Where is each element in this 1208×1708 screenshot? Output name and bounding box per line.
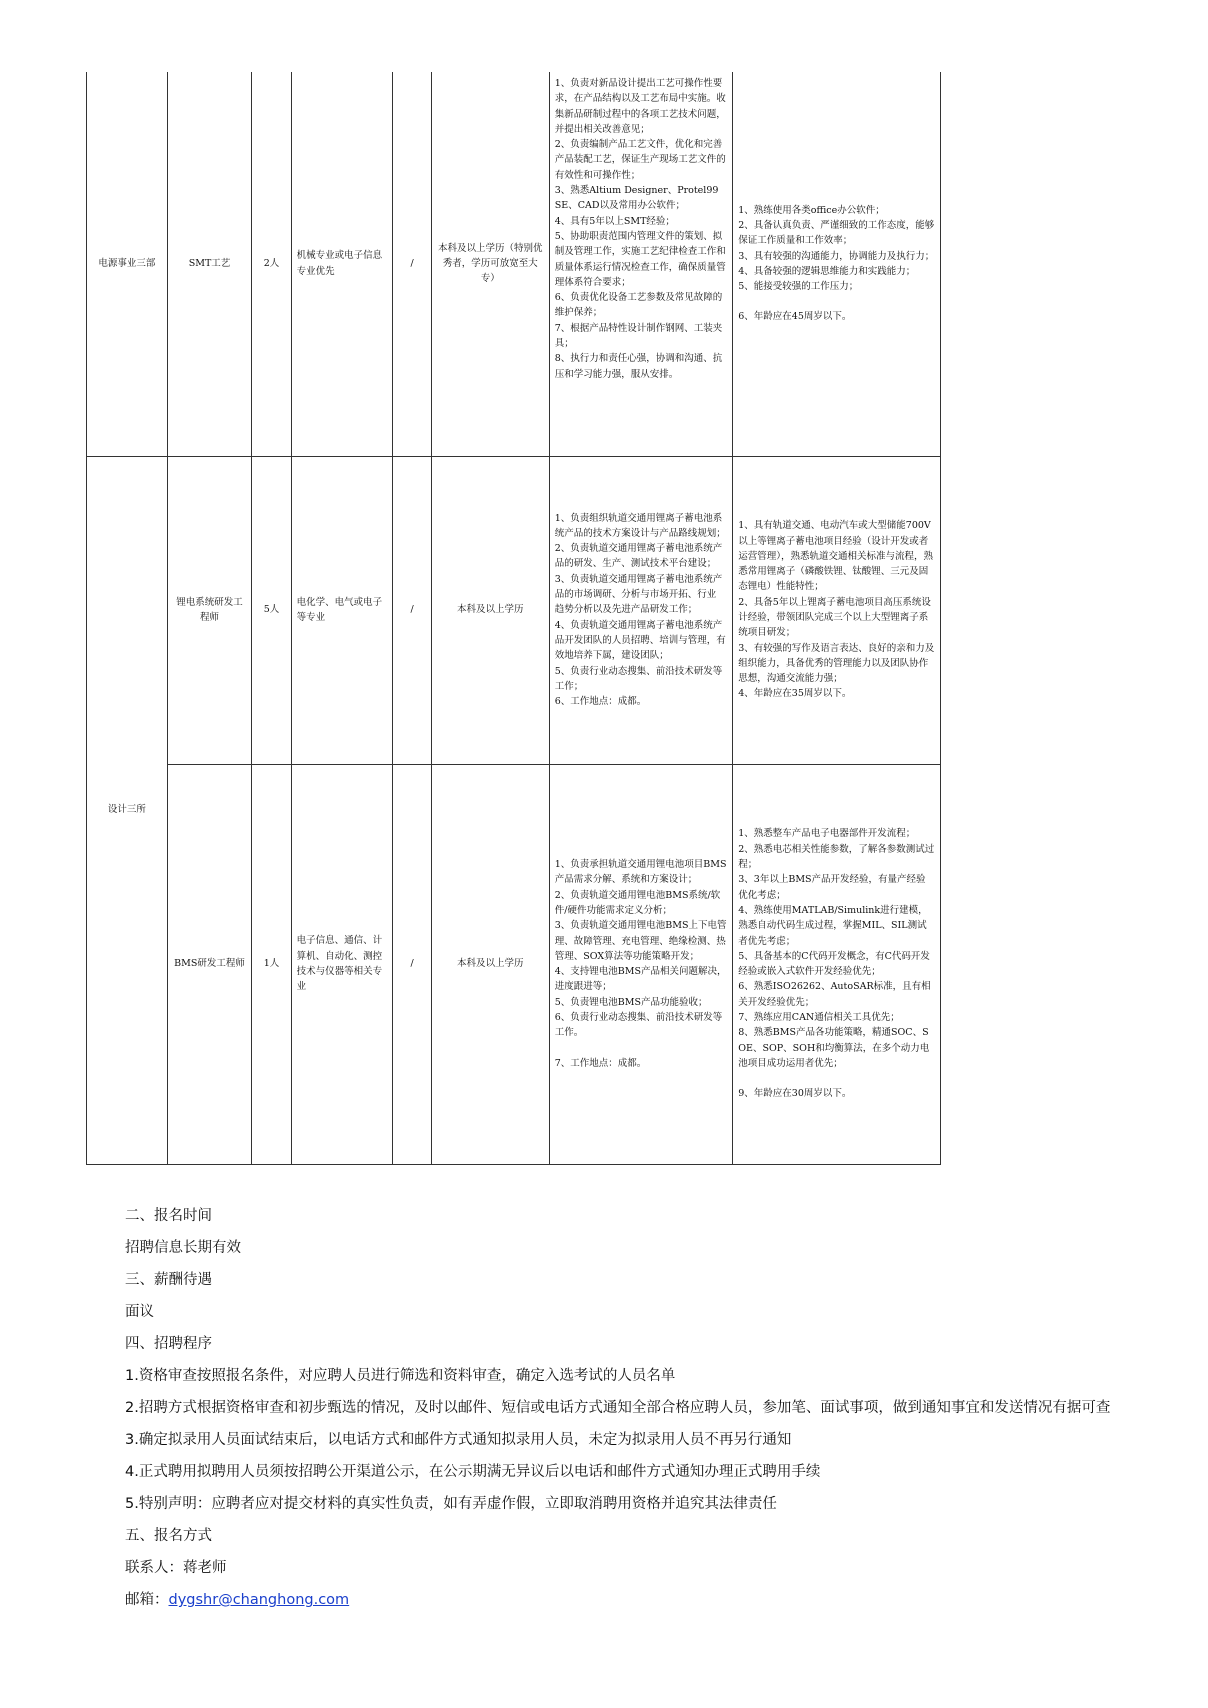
qual-line: 4、年龄应在35周岁以下。 bbox=[738, 688, 852, 700]
duty-line: 趋势分析以及先进产品研发工作； bbox=[554, 604, 698, 616]
contact-label: 联系人： bbox=[125, 1560, 183, 1576]
qual-line: 3、具有较强的沟通能力，协调能力及执行力； bbox=[738, 250, 935, 262]
other-cell: / bbox=[393, 72, 431, 456]
qual-line: 5、具备基本的C代码开发概念，有C代码开发经验或嵌入式软件开发经验优先； bbox=[738, 950, 930, 978]
qual-line: 1、熟悉整车产品电子电器部件开发流程； bbox=[738, 828, 916, 840]
major-cell: 机械专业或电子信息专业优先 bbox=[291, 72, 393, 456]
duty-line: 7、根据产品特性设计制作钢网、工装夹具； bbox=[554, 322, 723, 350]
position-cell: 锂电系统研发工程师 bbox=[167, 456, 252, 764]
qual-spacer bbox=[738, 1071, 935, 1086]
qual-line: 5、能接受较强的工作压力； bbox=[738, 281, 859, 293]
section-heading-registration-time: 二、报名时间 bbox=[125, 1208, 212, 1224]
procedure-step-2: 2.招聘方式根据资格审查和初步甄选的情况，及时以邮件、短信或电话方式通知全部合格应聘人员，参加笔、面试事项，做到通知事宜和发送情况有据可查 bbox=[125, 1400, 1111, 1416]
recruitment-table bbox=[86, 72, 941, 1165]
email-link[interactable]: dygshr@changhong.com bbox=[168, 1592, 350, 1608]
position-cell: SMT工艺 bbox=[167, 72, 252, 456]
qual-line: 7、熟练应用CAN通信相关工具优先； bbox=[738, 1012, 900, 1024]
qual-spacer bbox=[738, 294, 935, 309]
duty-line: 2、负责编制产品工艺文件，优化和完善产品装配工艺，保证生产现场工艺文件的有效性和可操作性； bbox=[554, 139, 726, 181]
duty-line: 3、负责轨道交通用锂电池BMS上下电管理、故障管理、充电管理、绝缘检测、热管理、SOX算法等功能策略开发； bbox=[554, 920, 727, 962]
table-row bbox=[87, 72, 941, 456]
procedure-step-5: 5.特别声明：应聘者应对提交材料的真实性负责，如有弄虚作假，立即取消聘用资格并追究其法律责任 bbox=[125, 1496, 777, 1512]
duty-line: 3、熟悉Altium Designer、Protel99 SE、CAD以及常用办公软件； bbox=[554, 185, 719, 212]
procedure-step-4: 4.正式聘用拟聘用人员须按招聘公开渠道公示，在公示期满无异议后以电话和邮件方式通知办理正式聘用手续 bbox=[125, 1464, 821, 1480]
salary-text: 面议 bbox=[125, 1304, 154, 1320]
registration-time-text: 招聘信息长期有效 bbox=[125, 1240, 241, 1256]
section-heading-procedure: 四、招聘程序 bbox=[125, 1336, 212, 1352]
duty-line: 5、负责锂电池BMS产品功能验收； bbox=[554, 996, 708, 1008]
qual-line: 6、熟悉ISO26262、AutoSAR标准，且有相关开发经验优先； bbox=[738, 981, 931, 1008]
duty-line: 6、负责行业动态搜集、前沿技术研发等工作。 bbox=[554, 1012, 723, 1039]
other-cell: / bbox=[393, 764, 431, 1164]
duty-line: 1、负责承担轨道交通用锂电池项目BMS产品需求分解、系统和方案设计； bbox=[554, 859, 727, 886]
major-cell: 电子信息、通信、计算机、自动化、测控技术与仪器等相关专业 bbox=[291, 764, 393, 1164]
email-line bbox=[95, 1584, 1155, 1616]
qualifications-cell bbox=[733, 456, 941, 764]
position-cell: BMS研发工程师 bbox=[167, 764, 252, 1164]
duty-line: 8、执行力和责任心强，协调和沟通、抗压和学习能力强，服从安排。 bbox=[554, 353, 723, 380]
other-cell: / bbox=[393, 456, 431, 764]
duty-line: 6、工作地点：成都。 bbox=[554, 696, 647, 708]
major-cell: 电化学、电气或电子等专业 bbox=[291, 456, 393, 764]
qual-line: 2、具备5年以上锂离子蓄电池项目高压系统设计经验，带领团队完成三个以上大型锂离子系统项目研发； bbox=[738, 596, 931, 639]
section-heading-application: 五、报名方式 bbox=[125, 1528, 212, 1544]
duty-spacer bbox=[555, 1041, 728, 1056]
duty-line: 5、负责行业动态搜集、前沿技术研发等工作； bbox=[554, 665, 723, 692]
education-cell: 本科及以上学历（特别优秀者，学历可放宽至大专） bbox=[431, 72, 549, 456]
duty-line: 4、支持锂电池BMS产品相关问题解决，进度跟进等； bbox=[554, 966, 727, 993]
qual-line: 2、熟悉电芯相关性能参数，了解各参数测试过程； bbox=[738, 843, 935, 871]
duty-line: 2、负责轨道交通用锂电池BMS系统/软件/硬件功能需求定义分析； bbox=[554, 889, 721, 916]
contact-line bbox=[95, 1552, 1155, 1584]
duty-line: 7、工作地点：成都。 bbox=[554, 1057, 647, 1069]
duty-line: 4、具有5年以上SMT经验； bbox=[554, 215, 675, 227]
department-cell: 设计三所 bbox=[87, 456, 168, 1164]
duties-cell bbox=[549, 456, 733, 764]
procedure-step-3: 3.确定拟录用人员面试结束后，以电话方式和邮件方式通知拟录用人员，未定为拟录用人员不再另行通知 bbox=[125, 1432, 792, 1448]
qual-line: 4、具备较强的逻辑思维能力和实践能力； bbox=[738, 265, 916, 277]
qual-line: 8、熟悉BMS产品各功能策略，精通SOC、SOE、SOP、SOH和均衡算法，在多个动力电池项目成功运用者优先； bbox=[738, 1027, 930, 1069]
email-label: 邮箱： bbox=[125, 1592, 169, 1608]
contact-name: 蒋老师 bbox=[183, 1560, 227, 1576]
qual-line: 6、年龄应在45周岁以下。 bbox=[738, 311, 852, 323]
duty-line: 3、负责轨道交通用锂离子蓄电池系统产品的市场调研、分析与市场开拓、行业 bbox=[554, 573, 723, 601]
headcount-cell: 5人 bbox=[252, 456, 291, 764]
duty-line: 6、负责优化设备工艺参数及常见故障的维护保养； bbox=[554, 292, 723, 319]
qual-line: 3、3年以上BMS产品开发经验，有量产经验优化考虑； bbox=[738, 874, 926, 901]
duty-line: 4、负责轨道交通用锂离子蓄电池系统产品开发团队的人员招聘、培训与管理，有效地培养下属，建设团队； bbox=[554, 619, 726, 662]
headcount-cell: 1人 bbox=[252, 764, 291, 1164]
table-row bbox=[87, 456, 941, 764]
duty-line: 1、负责组织轨道交通用锂离子蓄电池系统产品的技术方案设计与产品路线规划； bbox=[554, 512, 726, 539]
qual-line: 4、熟练使用MATLAB/Simulink进行建模，熟悉自动代码生成过程，掌握MIL、SIL测试者优先考虑； bbox=[738, 904, 928, 947]
section-heading-salary: 三、薪酬待遇 bbox=[125, 1272, 212, 1288]
education-cell: 本科及以上学历 bbox=[431, 456, 549, 764]
qual-line: 9、年龄应在30周岁以下。 bbox=[738, 1088, 852, 1100]
procedure-step-1: 1.资格审查按照报名条件，对应聘人员进行筛选和资料审查，确定入选考试的人员名单 bbox=[125, 1368, 676, 1384]
qual-line: 3、有较强的写作及语言表达、良好的亲和力及组织能力，具备优秀的管理能力以及团队协作思想，沟通交流能力强； bbox=[738, 642, 935, 685]
qual-line: 2、具备认真负责、严谨细致的工作态度，能够保证工作质量和工作效率； bbox=[738, 220, 935, 247]
qual-line: 1、熟练使用各类office办公软件； bbox=[738, 204, 885, 216]
recruitment-info-sections bbox=[95, 1200, 1155, 1616]
headcount-cell: 2人 bbox=[252, 72, 291, 456]
department-cell: 电源事业三部 bbox=[87, 72, 168, 456]
qual-line: 1、具有轨道交通、电动汽车或大型储能700V以上等锂离子蓄电池项目经验（设计开发或者运营管理），熟悉轨道交通相关标准与流程，熟悉常用锂离子（磷酸铁锂、钛酸锂、三元及固态锂电）性能特性； bbox=[738, 520, 934, 593]
education-cell: 本科及以上学历 bbox=[431, 764, 549, 1164]
duties-cell bbox=[549, 72, 733, 456]
duty-line: 5、协助职责范围内管理文件的策划、拟制及管理工作，实施工艺纪律检查工作和质量体系运行情况检查工作，确保质量管理体系符合要求； bbox=[554, 230, 726, 288]
qualifications-cell bbox=[733, 764, 941, 1164]
duties-cell bbox=[549, 764, 733, 1164]
duty-line: 1、负责对新品设计提出工艺可操作性要求，在产品结构以及工艺布局中实施。收集新品研制过程中的各项工艺技术问题，并提出相关改善意见； bbox=[554, 78, 726, 135]
qualifications-cell bbox=[733, 72, 941, 456]
table-row bbox=[87, 764, 941, 1164]
duty-line: 2、负责轨道交通用锂离子蓄电池系统产品的研发、生产、测试技术平台建设； bbox=[554, 543, 723, 570]
